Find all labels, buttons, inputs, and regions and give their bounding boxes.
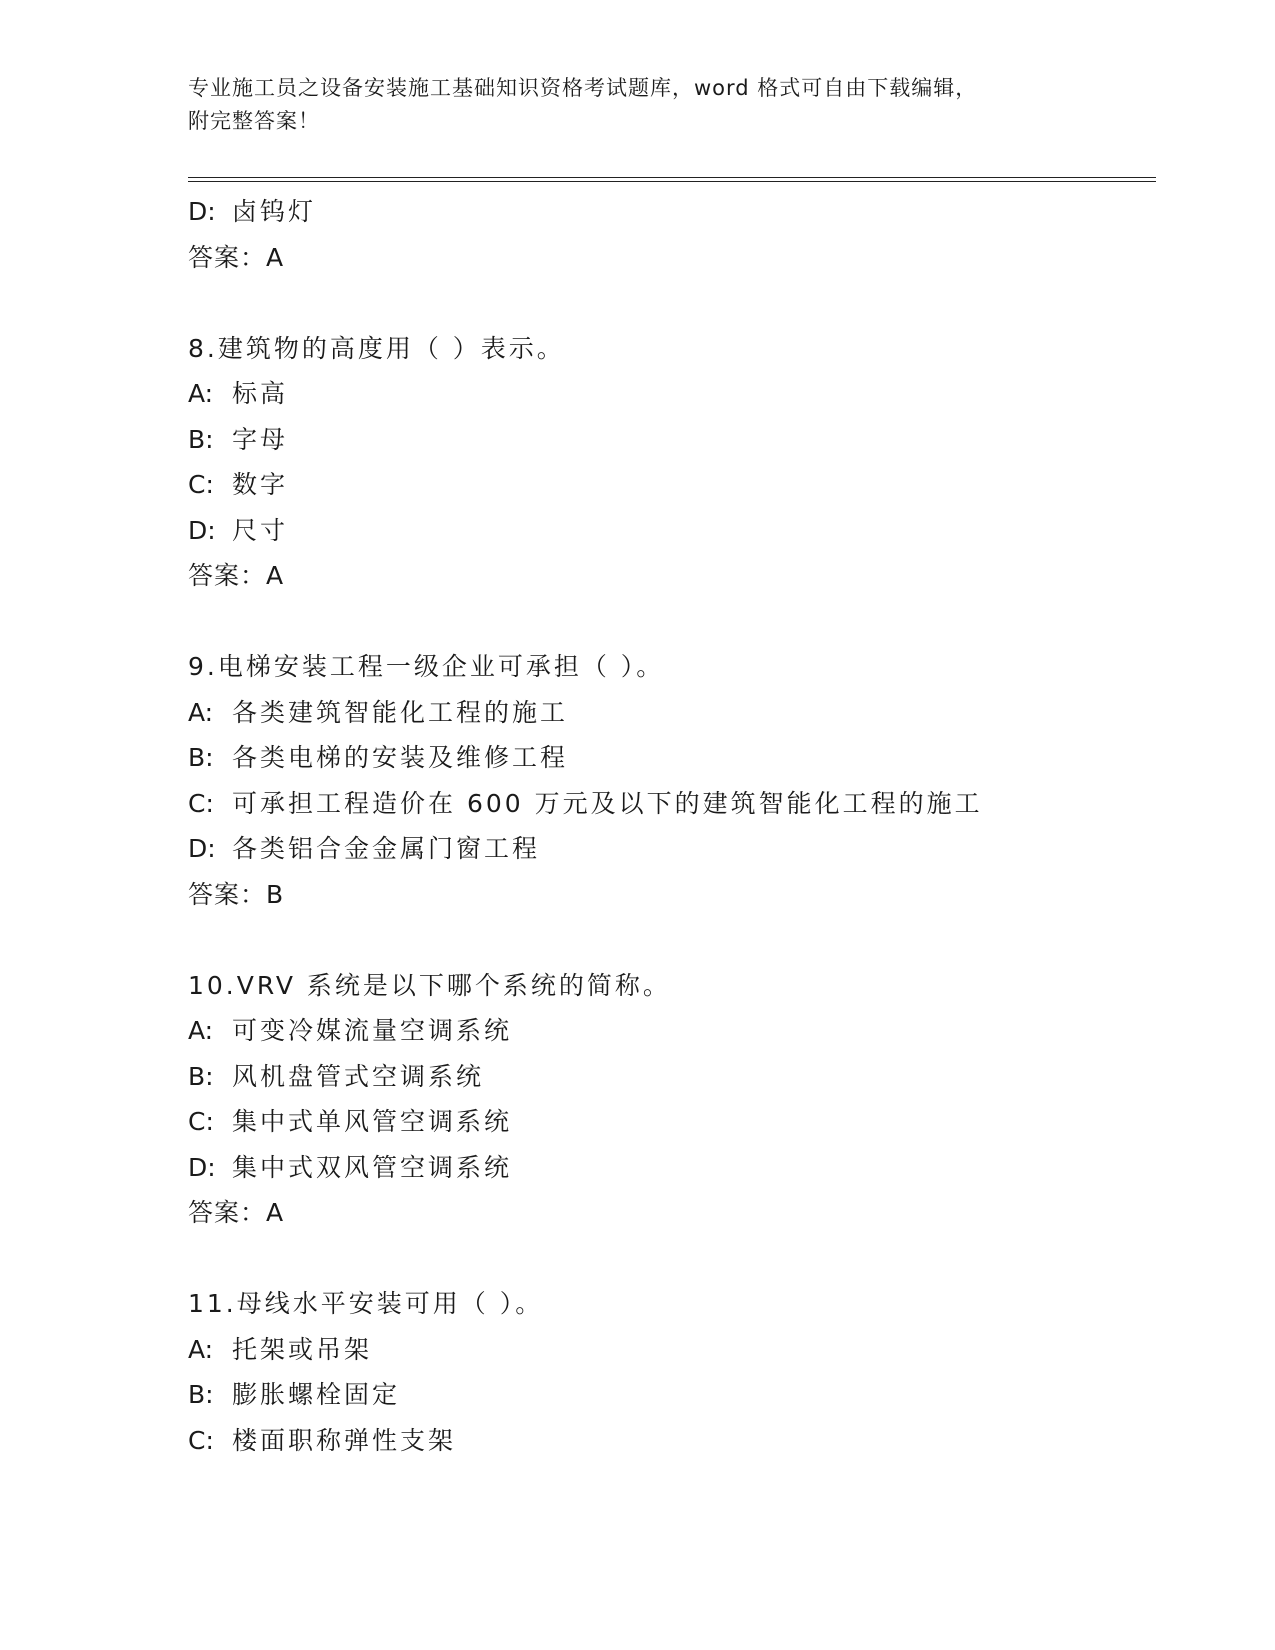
option-a: [188, 690, 1148, 736]
document-header: [188, 72, 1088, 138]
header-divider-top: [188, 177, 1156, 178]
option-letter: C:: [188, 1425, 214, 1455]
option-text: 数字: [232, 470, 289, 499]
option-letter: A:: [188, 1016, 214, 1045]
header-divider-bottom: [188, 181, 1156, 182]
question-stem: 8.建筑物的高度用（ ）表示。: [188, 333, 565, 363]
spacer: [188, 917, 1148, 963]
answer-line: 答案：A: [188, 561, 285, 590]
header-line-1: 专业施工员之设备安装施工基础知识资格考试题库，word 格式可自由下载编辑，: [188, 76, 978, 100]
question-stem: 10.VRV 系统是以下哪个系统的简称。: [188, 970, 671, 1000]
option-letter: D:: [188, 197, 216, 226]
option-letter: C:: [188, 788, 214, 818]
answer-line: 答案：A: [188, 242, 285, 272]
option-letter: C:: [188, 470, 214, 499]
option-d: [188, 826, 1148, 872]
option-text: 卤钨灯: [232, 197, 317, 226]
option-text: 楼面职称弹性支架: [232, 1425, 457, 1455]
answer-line: 答案：A: [188, 1198, 285, 1227]
option-letter: A:: [188, 1334, 214, 1364]
option-letter: D:: [188, 834, 216, 863]
option-c: [188, 781, 1148, 827]
option-d: [188, 508, 1148, 554]
option-letter: B:: [188, 743, 214, 772]
header-line-2: 附完整答案！: [188, 109, 320, 133]
question-stem: 9.电梯安装工程一级企业可承担（ ）。: [188, 652, 665, 681]
option-b: [188, 1054, 1148, 1100]
option-letter: B:: [188, 424, 214, 454]
option-text: 可变冷媒流量空调系统: [232, 1016, 513, 1045]
answer-line: 答案：B: [188, 879, 285, 909]
option-c: [188, 1099, 1148, 1145]
option-text: 集中式双风管空调系统: [232, 1152, 513, 1182]
option-text: 集中式单风管空调系统: [232, 1107, 513, 1136]
option-a: [188, 1008, 1148, 1054]
option-text: 各类电梯的安装及维修工程: [232, 743, 569, 772]
option-c: [188, 462, 1148, 508]
option-letter: A:: [188, 697, 214, 727]
question-stem: 11.母线水平安装可用（ ）。: [188, 1289, 544, 1318]
option-d: [188, 189, 1148, 235]
option-text: 风机盘管式空调系统: [232, 1061, 485, 1091]
option-letter: A:: [188, 379, 214, 408]
option-letter: B:: [188, 1380, 214, 1409]
option-b: [188, 735, 1148, 781]
option-letter: B:: [188, 1061, 214, 1091]
option-text: 字母: [232, 424, 289, 454]
spacer: [188, 280, 1148, 326]
option-text: 各类建筑智能化工程的施工: [232, 697, 569, 727]
option-text: 标高: [232, 379, 289, 408]
option-b: [188, 1372, 1148, 1418]
option-d: [188, 1145, 1148, 1191]
option-a: [188, 1327, 1148, 1373]
spacer: [188, 599, 1148, 645]
option-letter: D:: [188, 515, 216, 545]
option-text: 托架或吊架: [232, 1334, 373, 1364]
option-c: [188, 1418, 1148, 1464]
option-text: 可承担工程造价在 600 万元及以下的建筑智能化工程的施工: [232, 788, 983, 818]
option-a: [188, 371, 1148, 417]
option-text: 膨胀螺栓固定: [232, 1380, 401, 1409]
option-text: 尺寸: [232, 515, 289, 545]
option-b: [188, 417, 1148, 463]
question-list: [188, 189, 1148, 1463]
option-letter: C:: [188, 1107, 214, 1136]
option-text: 各类铝合金金属门窗工程: [232, 834, 541, 863]
spacer: [188, 1236, 1148, 1282]
option-letter: D:: [188, 1152, 216, 1182]
